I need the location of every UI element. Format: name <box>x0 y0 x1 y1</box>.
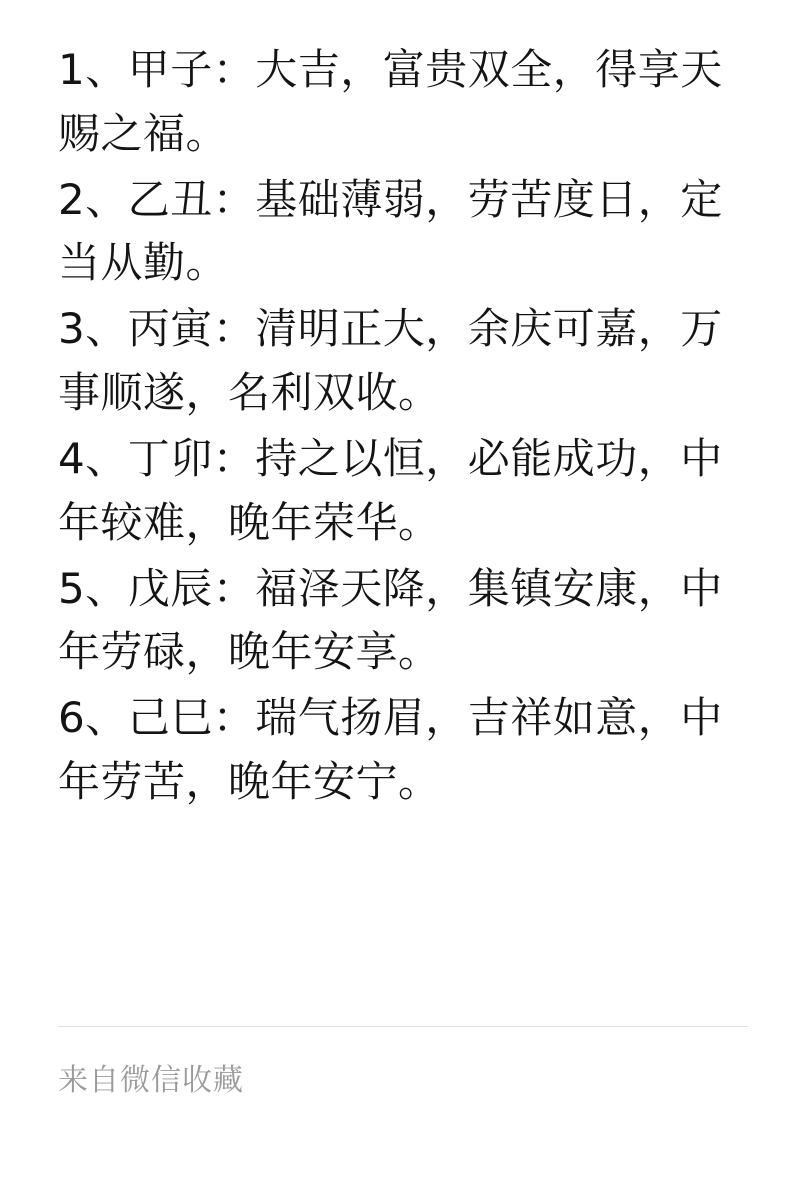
footer-divider <box>58 1026 748 1027</box>
list-item: 3、丙寅：清明正大，余庆可嘉，万事顺遂，名利双收。 <box>58 304 723 418</box>
list-item: 2、乙丑：基础薄弱，劳苦度日，定当从勤。 <box>58 174 723 288</box>
source-label: 来自微信收藏 <box>58 1063 244 1098</box>
document-footer <box>58 1026 748 1196</box>
list-item: 4、丁卯：持之以恒，必能成功，中年较难，晚年荣华。 <box>58 433 723 547</box>
list-item: 1、甲子：大吉，富贵双全，得享天赐之福。 <box>58 45 723 158</box>
entry-list <box>58 38 748 816</box>
list-item: 6、己巳：瑞气扬眉，吉祥如意，中年劳苦，晚年安宁。 <box>58 693 723 807</box>
content-spacer <box>58 816 748 1026</box>
list-item: 5、戊辰：福泽天降，集镇安康，中年劳碌，晚年安享。 <box>58 563 723 677</box>
